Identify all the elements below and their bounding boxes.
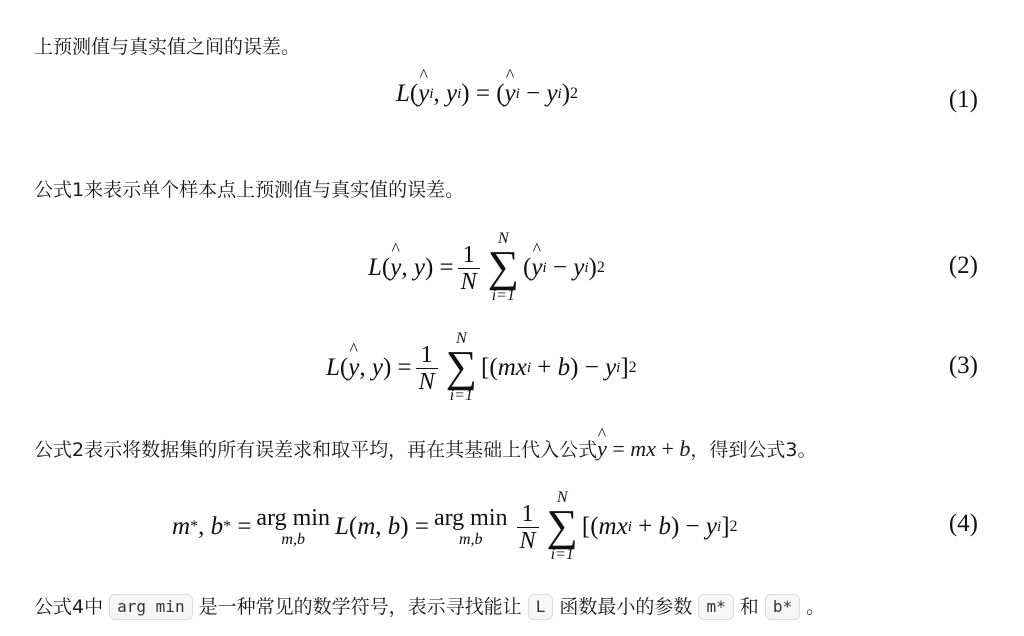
equation-4 (0, 486, 1024, 568)
paragraph-3-text-a: 公式2表示将数据集的所有误差求和取平均，再在其基础上代入公式 (34, 439, 598, 461)
equation-4-number: (4) (948, 510, 978, 537)
paragraph-4-text-d: 和 (739, 596, 759, 618)
code-m-star: m* (698, 594, 733, 620)
paragraph-formula2-desc (34, 435, 816, 464)
equation-4-formula: m * , b * = arg min m,b L ( m , b ) = arg min m,b $\frac{1}{N}$ N ∑ i=1 [( mx i + b ) − y i ] 2 (172, 489, 738, 563)
paragraph-4-text-e: 。 (806, 596, 826, 618)
code-argmin: arg min (109, 594, 192, 620)
equation-2 (0, 228, 1024, 308)
code-L: L (528, 594, 554, 620)
inline-formula: y ^ = mx + b (597, 436, 690, 461)
equation-1-number: (1) (948, 86, 978, 113)
equation-1 (0, 80, 1024, 124)
paragraph-intro: 上预测值与真实值之间的误差。 (34, 36, 301, 58)
equation-2-number: (2) (948, 252, 978, 279)
paragraph-4-text-c: 函数最小的参数 (559, 596, 693, 618)
equation-1-formula: L ( y ^ i , y i ) = ( y ^ i − y i ) 2 (396, 80, 578, 108)
equation-3-formula: L ( y ^ , y ) = $\frac{1}{N}$ N ∑ i=1 [( mx i + b ) − y i ] 2 (326, 328, 637, 408)
equation-3-number: (3) (948, 352, 978, 379)
paragraph-formula1-desc: 公式1来表示单个样本点上预测值与真实值的误差。 (34, 179, 465, 201)
paragraph-3-text-b: ，得到公式3。 (690, 439, 817, 461)
equation-3 (0, 328, 1024, 408)
code-b-star: b* (765, 594, 800, 620)
equation-2-formula: L ( y ^ , y ) = $\frac{1}{N}$ N ∑ i=1 ( y ^ i − y i ) 2 (368, 228, 605, 308)
paragraph-formula4-desc (34, 593, 825, 621)
paragraph-4-text-a: 公式4中 (34, 596, 104, 618)
paragraph-4-text-b: 是一种常见的数学符号，表示寻找能让 (198, 596, 522, 618)
